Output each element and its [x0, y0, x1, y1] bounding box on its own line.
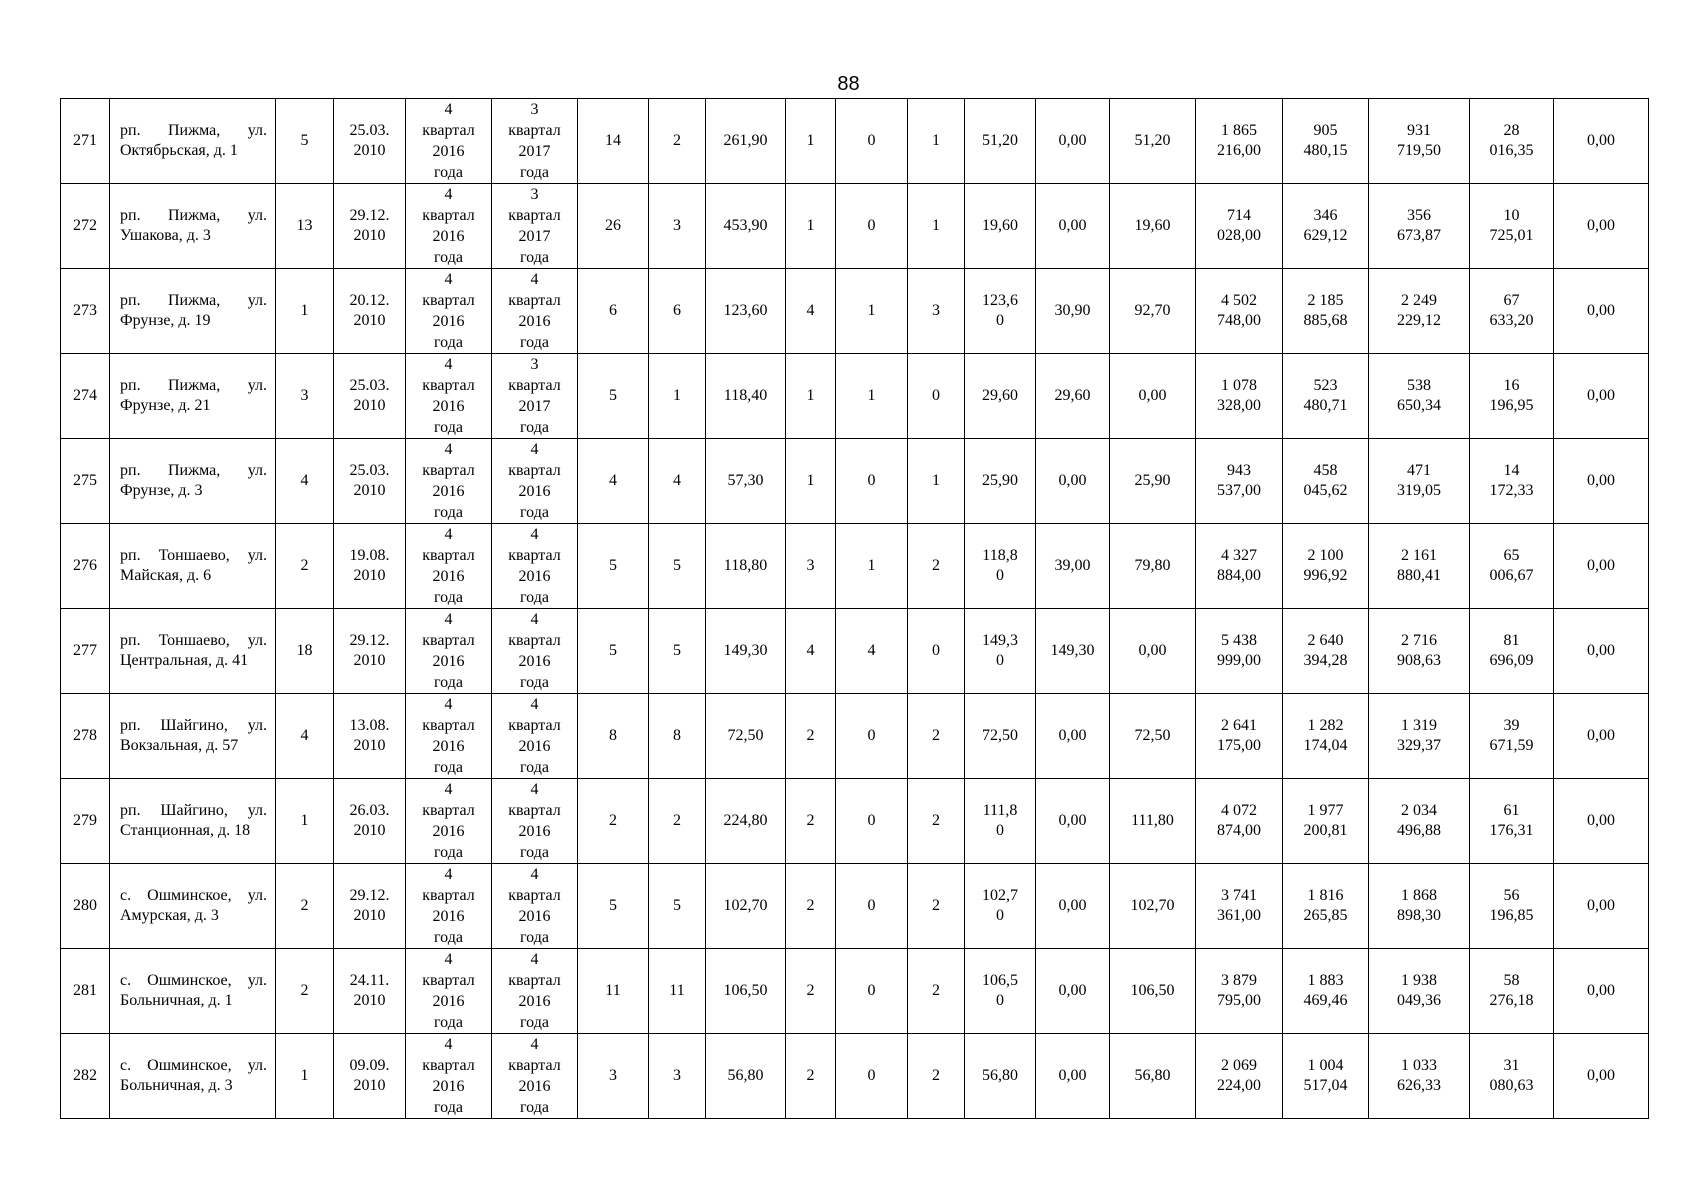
table-row	[61, 524, 1649, 609]
col-9-cell: 118,80	[706, 524, 786, 609]
row-number-cell: 276	[61, 524, 110, 609]
col-15-cell: 25,90	[1110, 439, 1196, 524]
col-16-cell: 714 028,00	[1196, 184, 1283, 269]
quarter-start-cell: 4 квартал 2016 года	[406, 949, 492, 1034]
col-13-cell: 149,3 0	[965, 609, 1036, 694]
quarter-start-cell: 4 квартал 2016 года	[406, 439, 492, 524]
col-7-cell: 5	[578, 524, 649, 609]
col-3-cell: 1	[276, 1034, 334, 1119]
col-3-cell: 5	[276, 99, 334, 184]
quarter-end-cell: 3 квартал 2017 года	[492, 184, 578, 269]
col-10-cell: 1	[786, 354, 836, 439]
col-3-cell: 13	[276, 184, 334, 269]
address-cell: рп. Тоншаево, ул. Центральная, д. 41	[110, 609, 276, 694]
col-20-cell: 0,00	[1554, 184, 1649, 269]
col-13-cell: 51,20	[965, 99, 1036, 184]
col-20-cell: 0,00	[1554, 439, 1649, 524]
col-13-cell: 111,8 0	[965, 779, 1036, 864]
table-row	[61, 269, 1649, 354]
col-19-cell: 16 196,95	[1470, 354, 1554, 439]
col-8-cell: 8	[649, 694, 706, 779]
col-8-cell: 5	[649, 524, 706, 609]
row-number-cell: 281	[61, 949, 110, 1034]
col-18-cell: 1 319 329,37	[1369, 694, 1470, 779]
col-16-cell: 4 072 874,00	[1196, 779, 1283, 864]
quarter-start-cell: 4 квартал 2016 года	[406, 524, 492, 609]
col-8-cell: 3	[649, 1034, 706, 1119]
col-12-cell: 2	[908, 694, 965, 779]
table-row	[61, 1034, 1649, 1119]
quarter-end-cell: 4 квартал 2016 года	[492, 694, 578, 779]
col-14-cell: 0,00	[1036, 439, 1110, 524]
col-9-cell: 118,40	[706, 354, 786, 439]
col-12-cell: 1	[908, 99, 965, 184]
col-14-cell: 149,30	[1036, 609, 1110, 694]
col-20-cell: 0,00	[1554, 99, 1649, 184]
col-12-cell: 1	[908, 439, 965, 524]
col-17-cell: 905 480,15	[1283, 99, 1369, 184]
quarter-end-cell: 4 квартал 2016 года	[492, 524, 578, 609]
col-20-cell: 0,00	[1554, 779, 1649, 864]
col-20-cell: 0,00	[1554, 949, 1649, 1034]
col-11-cell: 0	[836, 99, 908, 184]
col-3-cell: 1	[276, 779, 334, 864]
address-cell: рп. Шайгино, ул. Вокзальная, д. 57	[110, 694, 276, 779]
col-16-cell: 2 069 224,00	[1196, 1034, 1283, 1119]
row-number-cell: 278	[61, 694, 110, 779]
col-9-cell: 261,90	[706, 99, 786, 184]
col-18-cell: 356 673,87	[1369, 184, 1470, 269]
quarter-start-cell: 4 квартал 2016 года	[406, 269, 492, 354]
col-18-cell: 471 319,05	[1369, 439, 1470, 524]
col-18-cell: 2 249 229,12	[1369, 269, 1470, 354]
col-20-cell: 0,00	[1554, 354, 1649, 439]
col-14-cell: 0,00	[1036, 184, 1110, 269]
col-3-cell: 18	[276, 609, 334, 694]
address-cell: с. Ошминское, ул. Амурская, д. 3	[110, 864, 276, 949]
col-11-cell: 0	[836, 439, 908, 524]
col-20-cell: 0,00	[1554, 694, 1649, 779]
col-10-cell: 2	[786, 949, 836, 1034]
col-11-cell: 0	[836, 864, 908, 949]
col-9-cell: 56,80	[706, 1034, 786, 1119]
col-16-cell: 943 537,00	[1196, 439, 1283, 524]
table-row	[61, 99, 1649, 184]
col-17-cell: 2 640 394,28	[1283, 609, 1369, 694]
col-18-cell: 2 716 908,63	[1369, 609, 1470, 694]
col-14-cell: 0,00	[1036, 949, 1110, 1034]
row-number-cell: 275	[61, 439, 110, 524]
table-row	[61, 779, 1649, 864]
col-12-cell: 2	[908, 1034, 965, 1119]
col-17-cell: 346 629,12	[1283, 184, 1369, 269]
col-8-cell: 6	[649, 269, 706, 354]
row-number-cell: 277	[61, 609, 110, 694]
col-7-cell: 2	[578, 779, 649, 864]
col-14-cell: 39,00	[1036, 524, 1110, 609]
col-11-cell: 1	[836, 524, 908, 609]
col-9-cell: 453,90	[706, 184, 786, 269]
date-cell: 29.12. 2010	[334, 609, 406, 694]
col-20-cell: 0,00	[1554, 609, 1649, 694]
col-20-cell: 0,00	[1554, 864, 1649, 949]
col-15-cell: 92,70	[1110, 269, 1196, 354]
col-9-cell: 224,80	[706, 779, 786, 864]
col-17-cell: 2 100 996,92	[1283, 524, 1369, 609]
col-17-cell: 1 004 517,04	[1283, 1034, 1369, 1119]
table-row	[61, 439, 1649, 524]
col-18-cell: 538 650,34	[1369, 354, 1470, 439]
col-9-cell: 72,50	[706, 694, 786, 779]
col-16-cell: 1 078 328,00	[1196, 354, 1283, 439]
address-cell: с. Ошминское, ул. Больничная, д. 3	[110, 1034, 276, 1119]
col-3-cell: 2	[276, 864, 334, 949]
col-7-cell: 26	[578, 184, 649, 269]
col-8-cell: 2	[649, 779, 706, 864]
quarter-start-cell: 4 квартал 2016 года	[406, 779, 492, 864]
table-row	[61, 694, 1649, 779]
quarter-start-cell: 4 квартал 2016 года	[406, 609, 492, 694]
date-cell: 20.12. 2010	[334, 269, 406, 354]
col-3-cell: 3	[276, 354, 334, 439]
col-12-cell: 2	[908, 949, 965, 1034]
col-14-cell: 30,90	[1036, 269, 1110, 354]
col-16-cell: 5 438 999,00	[1196, 609, 1283, 694]
col-13-cell: 72,50	[965, 694, 1036, 779]
col-9-cell: 102,70	[706, 864, 786, 949]
col-20-cell: 0,00	[1554, 269, 1649, 354]
col-19-cell: 31 080,63	[1470, 1034, 1554, 1119]
col-15-cell: 51,20	[1110, 99, 1196, 184]
quarter-start-cell: 4 квартал 2016 года	[406, 184, 492, 269]
address-cell: рп. Пижма, ул. Фрунзе, д. 19	[110, 269, 276, 354]
quarter-start-cell: 4 квартал 2016 года	[406, 864, 492, 949]
col-3-cell: 2	[276, 524, 334, 609]
quarter-end-cell: 4 квартал 2016 года	[492, 269, 578, 354]
col-12-cell: 3	[908, 269, 965, 354]
col-10-cell: 4	[786, 269, 836, 354]
address-cell: рп. Пижма, ул. Фрунзе, д. 3	[110, 439, 276, 524]
row-number-cell: 273	[61, 269, 110, 354]
col-16-cell: 2 641 175,00	[1196, 694, 1283, 779]
col-19-cell: 14 172,33	[1470, 439, 1554, 524]
col-7-cell: 5	[578, 354, 649, 439]
col-10-cell: 3	[786, 524, 836, 609]
col-15-cell: 19,60	[1110, 184, 1196, 269]
col-3-cell: 4	[276, 439, 334, 524]
quarter-start-cell: 4 квартал 2016 года	[406, 694, 492, 779]
row-number-cell: 279	[61, 779, 110, 864]
table-body	[61, 99, 1649, 1119]
col-18-cell: 931 719,50	[1369, 99, 1470, 184]
row-number-cell: 271	[61, 99, 110, 184]
col-7-cell: 6	[578, 269, 649, 354]
col-14-cell: 0,00	[1036, 1034, 1110, 1119]
date-cell: 19.08. 2010	[334, 524, 406, 609]
col-7-cell: 14	[578, 99, 649, 184]
col-7-cell: 3	[578, 1034, 649, 1119]
col-10-cell: 1	[786, 184, 836, 269]
date-cell: 24.11. 2010	[334, 949, 406, 1034]
col-17-cell: 1 282 174,04	[1283, 694, 1369, 779]
col-17-cell: 2 185 885,68	[1283, 269, 1369, 354]
col-18-cell: 1 938 049,36	[1369, 949, 1470, 1034]
date-cell: 13.08. 2010	[334, 694, 406, 779]
col-18-cell: 2 161 880,41	[1369, 524, 1470, 609]
col-19-cell: 81 696,09	[1470, 609, 1554, 694]
col-8-cell: 5	[649, 609, 706, 694]
col-15-cell: 102,70	[1110, 864, 1196, 949]
quarter-end-cell: 3 квартал 2017 года	[492, 99, 578, 184]
col-14-cell: 0,00	[1036, 99, 1110, 184]
col-16-cell: 4 327 884,00	[1196, 524, 1283, 609]
col-19-cell: 67 633,20	[1470, 269, 1554, 354]
date-cell: 09.09. 2010	[334, 1034, 406, 1119]
col-17-cell: 1 883 469,46	[1283, 949, 1369, 1034]
col-10-cell: 2	[786, 864, 836, 949]
col-18-cell: 1 033 626,33	[1369, 1034, 1470, 1119]
date-cell: 29.12. 2010	[334, 184, 406, 269]
quarter-end-cell: 4 квартал 2016 года	[492, 864, 578, 949]
address-cell: с. Ошминское, ул. Больничная, д. 1	[110, 949, 276, 1034]
date-cell: 25.03. 2010	[334, 354, 406, 439]
col-17-cell: 1 977 200,81	[1283, 779, 1369, 864]
col-15-cell: 106,50	[1110, 949, 1196, 1034]
col-11-cell: 0	[836, 1034, 908, 1119]
col-19-cell: 58 276,18	[1470, 949, 1554, 1034]
col-18-cell: 2 034 496,88	[1369, 779, 1470, 864]
row-number-cell: 280	[61, 864, 110, 949]
col-16-cell: 3 741 361,00	[1196, 864, 1283, 949]
col-7-cell: 8	[578, 694, 649, 779]
col-13-cell: 19,60	[965, 184, 1036, 269]
col-11-cell: 0	[836, 949, 908, 1034]
col-17-cell: 523 480,71	[1283, 354, 1369, 439]
col-13-cell: 118,8 0	[965, 524, 1036, 609]
col-19-cell: 56 196,85	[1470, 864, 1554, 949]
col-8-cell: 11	[649, 949, 706, 1034]
col-15-cell: 79,80	[1110, 524, 1196, 609]
col-3-cell: 4	[276, 694, 334, 779]
col-11-cell: 0	[836, 779, 908, 864]
col-14-cell: 0,00	[1036, 779, 1110, 864]
date-cell: 25.03. 2010	[334, 439, 406, 524]
col-10-cell: 4	[786, 609, 836, 694]
col-15-cell: 56,80	[1110, 1034, 1196, 1119]
col-10-cell: 2	[786, 1034, 836, 1119]
col-15-cell: 72,50	[1110, 694, 1196, 779]
col-8-cell: 4	[649, 439, 706, 524]
col-15-cell: 0,00	[1110, 354, 1196, 439]
col-11-cell: 1	[836, 354, 908, 439]
col-7-cell: 4	[578, 439, 649, 524]
col-13-cell: 102,7 0	[965, 864, 1036, 949]
quarter-end-cell: 4 квартал 2016 года	[492, 1034, 578, 1119]
row-number-cell: 274	[61, 354, 110, 439]
col-19-cell: 61 176,31	[1470, 779, 1554, 864]
page-number: 88	[837, 73, 860, 95]
col-3-cell: 2	[276, 949, 334, 1034]
col-20-cell: 0,00	[1554, 1034, 1649, 1119]
col-7-cell: 11	[578, 949, 649, 1034]
col-19-cell: 65 006,67	[1470, 524, 1554, 609]
col-19-cell: 28 016,35	[1470, 99, 1554, 184]
col-19-cell: 10 725,01	[1470, 184, 1554, 269]
table-row	[61, 354, 1649, 439]
quarter-end-cell: 4 квартал 2016 года	[492, 779, 578, 864]
col-9-cell: 57,30	[706, 439, 786, 524]
col-14-cell: 0,00	[1036, 694, 1110, 779]
col-10-cell: 2	[786, 694, 836, 779]
col-13-cell: 25,90	[965, 439, 1036, 524]
address-cell: рп. Пижма, ул. Ушакова, д. 3	[110, 184, 276, 269]
quarter-end-cell: 4 квартал 2016 года	[492, 439, 578, 524]
table-row	[61, 609, 1649, 694]
col-17-cell: 1 816 265,85	[1283, 864, 1369, 949]
quarter-start-cell: 4 квартал 2016 года	[406, 99, 492, 184]
col-18-cell: 1 868 898,30	[1369, 864, 1470, 949]
quarter-start-cell: 4 квартал 2016 года	[406, 354, 492, 439]
col-10-cell: 2	[786, 779, 836, 864]
row-number-cell: 282	[61, 1034, 110, 1119]
table-row	[61, 184, 1649, 269]
col-15-cell: 0,00	[1110, 609, 1196, 694]
col-8-cell: 5	[649, 864, 706, 949]
col-12-cell: 2	[908, 864, 965, 949]
col-8-cell: 3	[649, 184, 706, 269]
col-14-cell: 0,00	[1036, 864, 1110, 949]
address-cell: рп. Пижма, ул. Октябрьская, д. 1	[110, 99, 276, 184]
col-12-cell: 0	[908, 354, 965, 439]
row-number-cell: 272	[61, 184, 110, 269]
col-20-cell: 0,00	[1554, 524, 1649, 609]
date-cell: 25.03. 2010	[334, 99, 406, 184]
col-11-cell: 1	[836, 269, 908, 354]
col-9-cell: 149,30	[706, 609, 786, 694]
quarter-end-cell: 4 квартал 2016 года	[492, 949, 578, 1034]
col-8-cell: 2	[649, 99, 706, 184]
col-7-cell: 5	[578, 864, 649, 949]
col-14-cell: 29,60	[1036, 354, 1110, 439]
col-15-cell: 111,80	[1110, 779, 1196, 864]
col-12-cell: 0	[908, 609, 965, 694]
col-7-cell: 5	[578, 609, 649, 694]
table-row	[61, 949, 1649, 1034]
col-13-cell: 106,5 0	[965, 949, 1036, 1034]
col-17-cell: 458 045,62	[1283, 439, 1369, 524]
col-3-cell: 1	[276, 269, 334, 354]
col-12-cell: 1	[908, 184, 965, 269]
col-16-cell: 1 865 216,00	[1196, 99, 1283, 184]
housing-table	[60, 98, 1649, 1119]
col-13-cell: 29,60	[965, 354, 1036, 439]
col-11-cell: 0	[836, 184, 908, 269]
address-cell: рп. Тоншаево, ул. Майская, д. 6	[110, 524, 276, 609]
col-10-cell: 1	[786, 99, 836, 184]
address-cell: рп. Шайгино, ул. Станционная, д. 18	[110, 779, 276, 864]
col-16-cell: 4 502 748,00	[1196, 269, 1283, 354]
col-13-cell: 56,80	[965, 1034, 1036, 1119]
col-12-cell: 2	[908, 524, 965, 609]
quarter-end-cell: 3 квартал 2017 года	[492, 354, 578, 439]
col-11-cell: 4	[836, 609, 908, 694]
quarter-end-cell: 4 квартал 2016 года	[492, 609, 578, 694]
col-11-cell: 0	[836, 694, 908, 779]
table-row	[61, 864, 1649, 949]
address-cell: рп. Пижма, ул. Фрунзе, д. 21	[110, 354, 276, 439]
quarter-start-cell: 4 квартал 2016 года	[406, 1034, 492, 1119]
date-cell: 26.03. 2010	[334, 779, 406, 864]
date-cell: 29.12. 2010	[334, 864, 406, 949]
col-19-cell: 39 671,59	[1470, 694, 1554, 779]
col-13-cell: 123,6 0	[965, 269, 1036, 354]
col-12-cell: 2	[908, 779, 965, 864]
col-9-cell: 106,50	[706, 949, 786, 1034]
col-8-cell: 1	[649, 354, 706, 439]
col-16-cell: 3 879 795,00	[1196, 949, 1283, 1034]
col-10-cell: 1	[786, 439, 836, 524]
col-9-cell: 123,60	[706, 269, 786, 354]
